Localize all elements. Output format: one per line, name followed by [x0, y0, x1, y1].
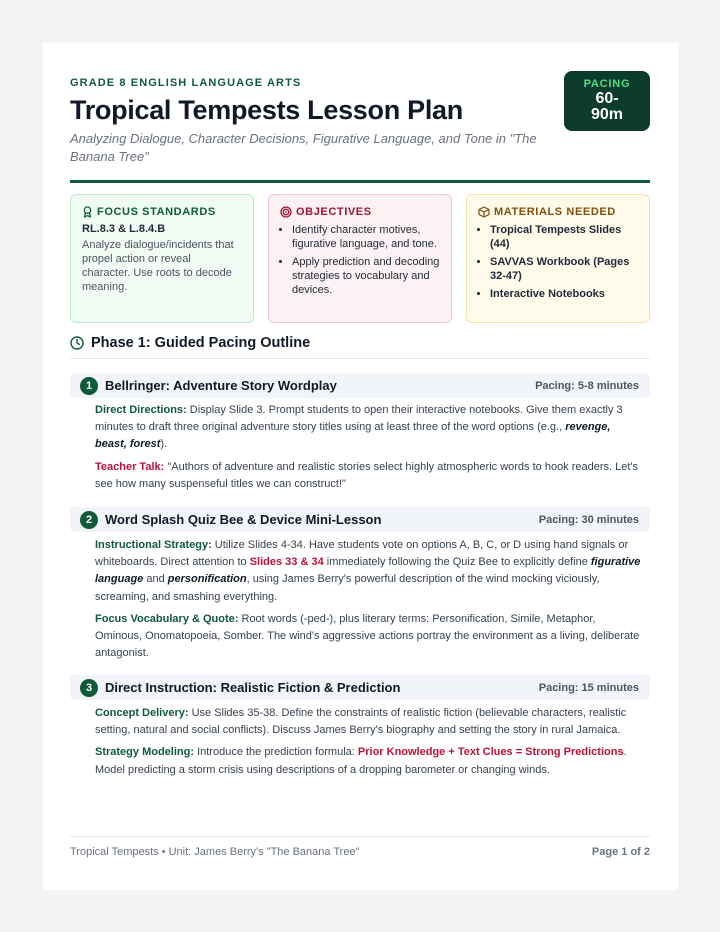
page-number: Page 1 of 2 — [591, 846, 650, 858]
step-pacing: Pacing: 5-8 minutes — [535, 379, 639, 392]
page-title: Tropical Tempests Lesson Plan — [70, 95, 463, 125]
step-paragraph — [95, 744, 645, 778]
grade-eyebrow: GRADE 8 ENGLISH LANGUAGE ARTS — [70, 77, 302, 89]
target-icon — [280, 206, 292, 218]
objective-item: • Apply prediction and decoding strategies to vocabulary and devices. — [292, 255, 440, 297]
step-number-badge: 3 — [80, 679, 98, 697]
step-number-badge: 1 — [80, 377, 98, 395]
standards-description: Analyze dialogue/incidents that propel action or reveal character. Use roots to decode meaning. — [82, 239, 234, 293]
paragraph-text: Use Slides 35-38. Define the constraints of realistic fiction (believable characters, realistic setting, natural and social conflicts). Discuss James Berry's biography and setting the story in rural Jamaica. — [95, 707, 627, 737]
focus-standards-title: FOCUS STANDARDS — [97, 206, 216, 218]
step-body — [95, 402, 645, 498]
emphasis-text: figurative language — [95, 556, 641, 586]
pacing-badge-value: 60-90m — [590, 90, 624, 123]
highlight-text: Prior Knowledge + Text Clues = Strong Predictions — [357, 746, 624, 759]
material-item: • Interactive Notebooks — [490, 287, 638, 301]
paragraph-text: Display Slide 3. Prompt students to open their interactive notebooks. Give them exactly 3 minutes to draft three original adventure story titles using at least three of the word options (e.g., — [95, 404, 623, 434]
clock-icon — [70, 336, 84, 350]
direct-directions-label: Direct Directions: — [95, 404, 187, 416]
paragraph-text: and — [143, 573, 168, 586]
step-body — [95, 537, 645, 667]
paragraph-text: . Model predicting a storm crisis using descriptions of a dropping barometer or changing winds. — [95, 746, 627, 776]
step-paragraph — [95, 537, 645, 606]
step-title: Direct Instruction: Realistic Fiction & Prediction — [105, 680, 401, 695]
standards-code: RL.8.3 & L.8.4.B — [82, 223, 166, 235]
paragraph-text: ). — [160, 438, 168, 451]
instructional-strategy-label: Instructional Strategy: — [95, 539, 212, 551]
phase-heading — [70, 333, 650, 359]
step-paragraph — [95, 459, 645, 493]
step-header — [70, 507, 650, 532]
pacing-badge-label: PACING — [583, 78, 631, 90]
material-item: • Tropical Tempests Slides (44) — [490, 223, 638, 251]
paragraph-text: "Authors of adventure and realistic stories select highly atmospheric words to hook readers. Let's see how many suspenseful titles we can construct!" — [95, 460, 639, 490]
materials-card — [466, 194, 650, 323]
paragraph-text: Introduce the prediction formula: — [194, 746, 358, 759]
award-icon — [82, 206, 93, 218]
materials-list — [478, 223, 638, 301]
step-paragraph — [95, 402, 645, 454]
step-pacing: Pacing: 30 minutes — [538, 513, 639, 526]
phase-title: Phase 1: Guided Pacing Outline — [91, 334, 311, 351]
footer-unit-label: Tropical Tempests • Unit: James Berry's "The Banana Tree" — [70, 846, 360, 858]
page-subtitle: Analyzing Dialogue, Character Decisions, Figurative Language, and Tone in "The Banana Tree" — [70, 131, 537, 164]
paragraph-text: Root words (-ped-), plus literary terms: Personification, Simile, Metaphor, Ominous, Onomatopoeia, Somber. The wind's aggressive actions portray the environment as a living, deliberate antagonist. — [95, 612, 640, 660]
paragraph-text: immediately following the Quiz Bee to explicitly define — [323, 556, 591, 569]
focus-vocabulary-label: Focus Vocabulary & Quote: — [95, 612, 239, 625]
step-header — [70, 373, 650, 398]
paragraph-text: Utilize Slides 4-34. Have students vote on options A, B, C, or D using hand signals or whiteboards. Direct attention to — [95, 539, 629, 569]
step-title: Bellringer: Adventure Story Wordplay — [105, 378, 337, 393]
objectives-header — [280, 206, 440, 218]
material-item: • SAVVAS Workbook (Pages 32-47) — [490, 255, 638, 283]
teacher-talk-label: Teacher Talk: — [95, 460, 165, 473]
objectives-title: OBJECTIVES — [296, 206, 372, 218]
page-content — [70, 43, 650, 890]
step-body — [95, 705, 645, 784]
paragraph-text: , using James Berry's powerful description of the wind mocking viciously, screaming, and smashing everything. — [95, 573, 600, 603]
materials-header — [478, 206, 638, 218]
pacing-badge — [564, 71, 650, 131]
step-number-badge: 2 — [80, 511, 98, 529]
step-pacing: Pacing: 15 minutes — [538, 681, 639, 694]
package-icon — [478, 206, 490, 218]
materials-title: MATERIALS NEEDED — [494, 206, 616, 218]
focus-standards-card — [70, 194, 254, 323]
lesson-plan-page — [43, 43, 678, 890]
focus-standards-header — [82, 206, 242, 218]
step-paragraph — [95, 611, 645, 663]
concept-delivery-label: Concept Delivery: — [95, 707, 189, 719]
header-divider — [70, 180, 650, 183]
objectives-list — [280, 223, 440, 297]
page-footer — [70, 836, 650, 858]
step-paragraph — [95, 705, 645, 739]
emphasis-text: revenge, beast, forest — [95, 421, 611, 451]
step-header — [70, 675, 650, 700]
objective-item: • Identify character motives, figurative language, and tone. — [292, 223, 440, 251]
emphasis-text: personification — [167, 573, 247, 586]
objectives-card — [268, 194, 452, 323]
step-title: Word Splash Quiz Bee & Device Mini-Lesson — [105, 512, 382, 527]
strategy-modeling-label: Strategy Modeling: — [95, 746, 195, 759]
highlight-text: Slides 33 & 34 — [249, 556, 324, 569]
